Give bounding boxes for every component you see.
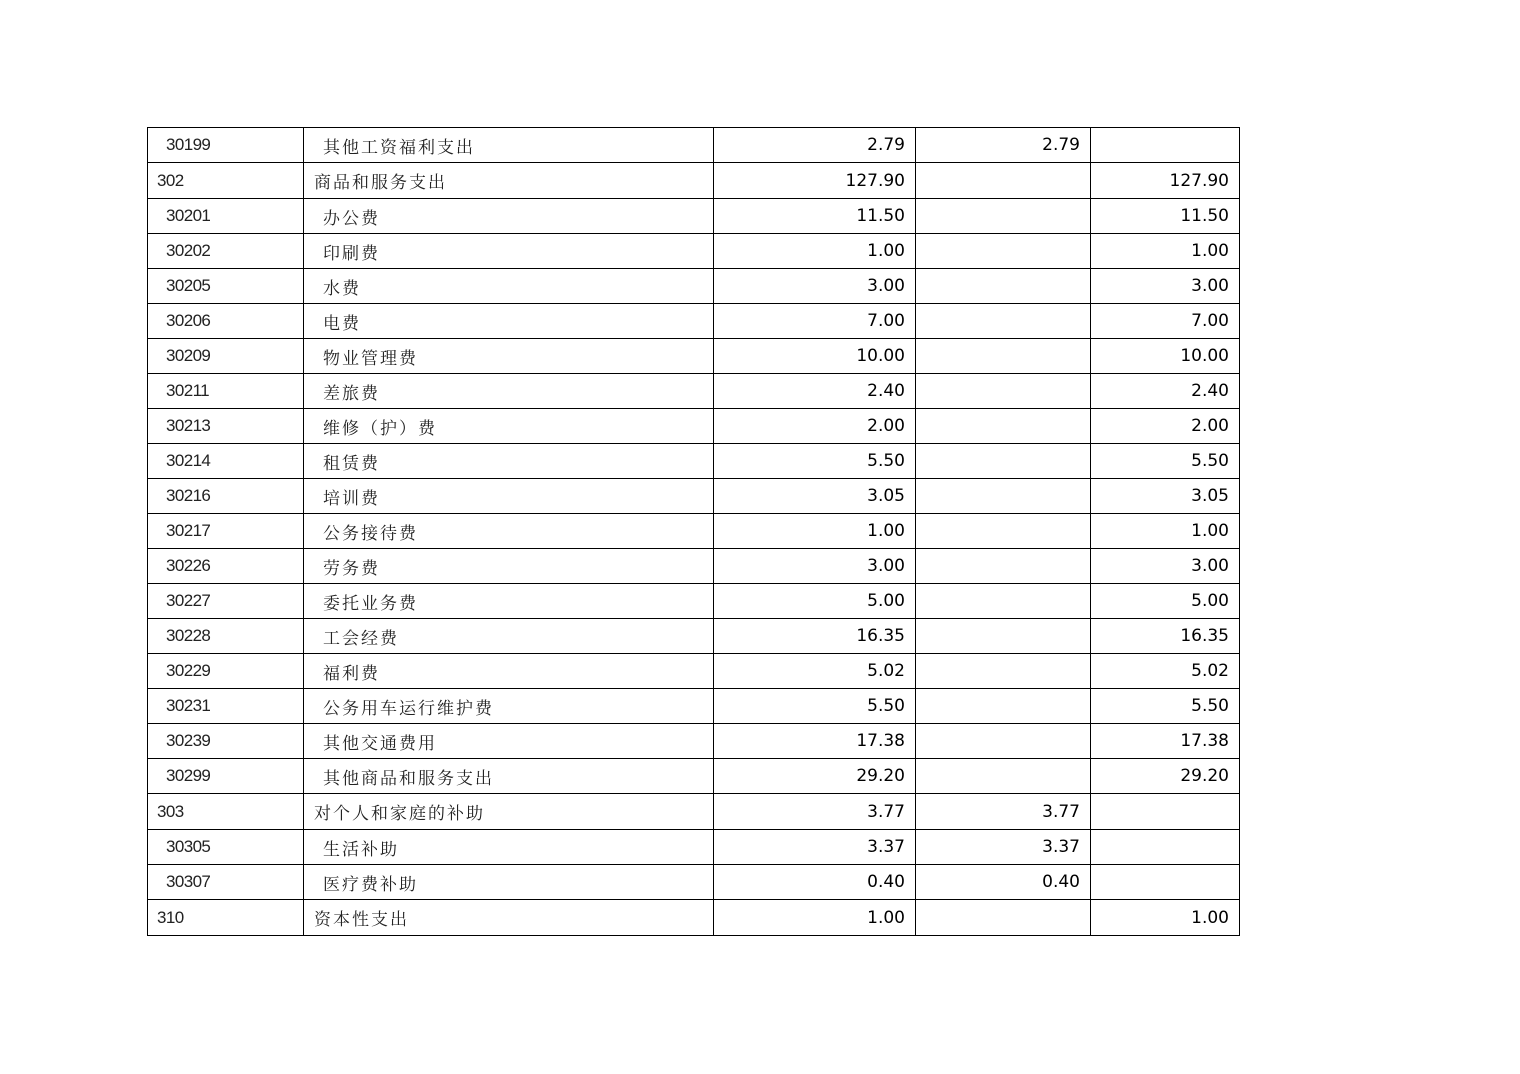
- item-name-cell: 差旅费: [304, 374, 714, 409]
- economic-code-cell: 30209: [148, 339, 304, 374]
- total-amount-cell: 3.05: [714, 479, 916, 514]
- table-row: [148, 654, 1240, 689]
- total-amount-cell: 2.00: [714, 409, 916, 444]
- item-name-cell: 工会经费: [304, 619, 714, 654]
- total-amount-cell: 2.40: [714, 374, 916, 409]
- table-row: [148, 444, 1240, 479]
- total-amount-cell: 5.50: [714, 689, 916, 724]
- total-amount-cell: 5.02: [714, 654, 916, 689]
- total-amount-cell: 5.00: [714, 584, 916, 619]
- basic-expenditure-cell: [916, 339, 1091, 374]
- economic-code-cell: 30217: [148, 514, 304, 549]
- table-row: [148, 830, 1240, 865]
- economic-code-cell: 30205: [148, 269, 304, 304]
- basic-expenditure-cell: [916, 900, 1091, 936]
- project-expenditure-cell: 5.50: [1091, 689, 1240, 724]
- project-expenditure-cell: 2.00: [1091, 409, 1240, 444]
- item-name-cell: 劳务费: [304, 549, 714, 584]
- expenditure-table: [147, 127, 1240, 936]
- project-expenditure-cell: 5.02: [1091, 654, 1240, 689]
- total-amount-cell: 127.90: [714, 163, 916, 199]
- item-name-cell: 其他工资福利支出: [304, 128, 714, 163]
- economic-code-cell: 30214: [148, 444, 304, 479]
- basic-expenditure-cell: [916, 689, 1091, 724]
- table-row: [148, 234, 1240, 269]
- basic-expenditure-cell: 2.79: [916, 128, 1091, 163]
- project-expenditure-cell: 11.50: [1091, 199, 1240, 234]
- total-amount-cell: 16.35: [714, 619, 916, 654]
- item-name-cell: 物业管理费: [304, 339, 714, 374]
- economic-code-cell: 30199: [148, 128, 304, 163]
- project-expenditure-cell: 16.35: [1091, 619, 1240, 654]
- basic-expenditure-cell: [916, 619, 1091, 654]
- project-expenditure-cell: 10.00: [1091, 339, 1240, 374]
- economic-code-cell: 30226: [148, 549, 304, 584]
- economic-code-cell: 302: [148, 163, 304, 199]
- project-expenditure-cell: 29.20: [1091, 759, 1240, 794]
- table-row: [148, 304, 1240, 339]
- table-row: [148, 339, 1240, 374]
- project-expenditure-cell: 7.00: [1091, 304, 1240, 339]
- table-row: [148, 128, 1240, 163]
- project-expenditure-cell: 5.50: [1091, 444, 1240, 479]
- economic-code-cell: 30206: [148, 304, 304, 339]
- total-amount-cell: 3.00: [714, 549, 916, 584]
- economic-code-cell: 310: [148, 900, 304, 936]
- project-expenditure-cell: 1.00: [1091, 514, 1240, 549]
- project-expenditure-cell: 127.90: [1091, 163, 1240, 199]
- economic-code-cell: 30213: [148, 409, 304, 444]
- item-name-cell: 办公费: [304, 199, 714, 234]
- total-amount-cell: 3.00: [714, 269, 916, 304]
- table-row: [148, 269, 1240, 304]
- project-expenditure-cell: [1091, 794, 1240, 830]
- project-expenditure-cell: 2.40: [1091, 374, 1240, 409]
- basic-expenditure-cell: [916, 654, 1091, 689]
- table-row: [148, 865, 1240, 900]
- table-row: [148, 794, 1240, 830]
- total-amount-cell: 7.00: [714, 304, 916, 339]
- item-name-cell: 维修（护）费: [304, 409, 714, 444]
- project-expenditure-cell: [1091, 830, 1240, 865]
- basic-expenditure-cell: [916, 724, 1091, 759]
- total-amount-cell: 17.38: [714, 724, 916, 759]
- economic-code-cell: 30227: [148, 584, 304, 619]
- total-amount-cell: 3.77: [714, 794, 916, 830]
- total-amount-cell: 10.00: [714, 339, 916, 374]
- item-name-cell: 资本性支出: [304, 900, 714, 936]
- item-name-cell: 商品和服务支出: [304, 163, 714, 199]
- item-name-cell: 公务用车运行维护费: [304, 689, 714, 724]
- basic-expenditure-cell: [916, 514, 1091, 549]
- total-amount-cell: 11.50: [714, 199, 916, 234]
- total-amount-cell: 0.40: [714, 865, 916, 900]
- item-name-cell: 电费: [304, 304, 714, 339]
- project-expenditure-cell: 1.00: [1091, 900, 1240, 936]
- basic-expenditure-cell: [916, 163, 1091, 199]
- total-amount-cell: 2.79: [714, 128, 916, 163]
- item-name-cell: 培训费: [304, 479, 714, 514]
- basic-expenditure-cell: 3.77: [916, 794, 1091, 830]
- total-amount-cell: 1.00: [714, 514, 916, 549]
- basic-expenditure-cell: [916, 374, 1091, 409]
- item-name-cell: 公务接待费: [304, 514, 714, 549]
- economic-code-cell: 30228: [148, 619, 304, 654]
- project-expenditure-cell: [1091, 128, 1240, 163]
- total-amount-cell: 29.20: [714, 759, 916, 794]
- economic-code-cell: 30211: [148, 374, 304, 409]
- table-body: [148, 128, 1240, 936]
- table-row: [148, 759, 1240, 794]
- table-row: [148, 514, 1240, 549]
- project-expenditure-cell: 3.00: [1091, 549, 1240, 584]
- economic-code-cell: 30231: [148, 689, 304, 724]
- economic-code-cell: 30305: [148, 830, 304, 865]
- basic-expenditure-cell: 0.40: [916, 865, 1091, 900]
- item-name-cell: 生活补助: [304, 830, 714, 865]
- table-row: [148, 584, 1240, 619]
- table-row: [148, 163, 1240, 199]
- item-name-cell: 水费: [304, 269, 714, 304]
- basic-expenditure-cell: [916, 759, 1091, 794]
- basic-expenditure-cell: [916, 479, 1091, 514]
- project-expenditure-cell: 5.00: [1091, 584, 1240, 619]
- table-row: [148, 689, 1240, 724]
- economic-code-cell: 30201: [148, 199, 304, 234]
- table-row: [148, 374, 1240, 409]
- basic-expenditure-cell: [916, 269, 1091, 304]
- basic-expenditure-cell: [916, 199, 1091, 234]
- basic-expenditure-cell: [916, 304, 1091, 339]
- economic-code-cell: 30202: [148, 234, 304, 269]
- item-name-cell: 印刷费: [304, 234, 714, 269]
- project-expenditure-cell: 1.00: [1091, 234, 1240, 269]
- economic-code-cell: 30239: [148, 724, 304, 759]
- project-expenditure-cell: 17.38: [1091, 724, 1240, 759]
- basic-expenditure-cell: [916, 549, 1091, 584]
- project-expenditure-cell: 3.05: [1091, 479, 1240, 514]
- basic-expenditure-cell: 3.37: [916, 830, 1091, 865]
- item-name-cell: 租赁费: [304, 444, 714, 479]
- economic-code-cell: 30307: [148, 865, 304, 900]
- table-row: [148, 549, 1240, 584]
- item-name-cell: 其他商品和服务支出: [304, 759, 714, 794]
- total-amount-cell: 1.00: [714, 900, 916, 936]
- project-expenditure-cell: [1091, 865, 1240, 900]
- economic-code-cell: 303: [148, 794, 304, 830]
- table-row: [148, 724, 1240, 759]
- table-row: [148, 619, 1240, 654]
- table-row: [148, 409, 1240, 444]
- item-name-cell: 医疗费补助: [304, 865, 714, 900]
- basic-expenditure-cell: [916, 584, 1091, 619]
- basic-expenditure-cell: [916, 234, 1091, 269]
- item-name-cell: 委托业务费: [304, 584, 714, 619]
- economic-code-cell: 30216: [148, 479, 304, 514]
- total-amount-cell: 5.50: [714, 444, 916, 479]
- table-row: [148, 900, 1240, 936]
- table-row: [148, 199, 1240, 234]
- basic-expenditure-cell: [916, 444, 1091, 479]
- item-name-cell: 福利费: [304, 654, 714, 689]
- table-row: [148, 479, 1240, 514]
- basic-expenditure-cell: [916, 409, 1091, 444]
- item-name-cell: 其他交通费用: [304, 724, 714, 759]
- economic-code-cell: 30299: [148, 759, 304, 794]
- total-amount-cell: 3.37: [714, 830, 916, 865]
- project-expenditure-cell: 3.00: [1091, 269, 1240, 304]
- economic-code-cell: 30229: [148, 654, 304, 689]
- item-name-cell: 对个人和家庭的补助: [304, 794, 714, 830]
- total-amount-cell: 1.00: [714, 234, 916, 269]
